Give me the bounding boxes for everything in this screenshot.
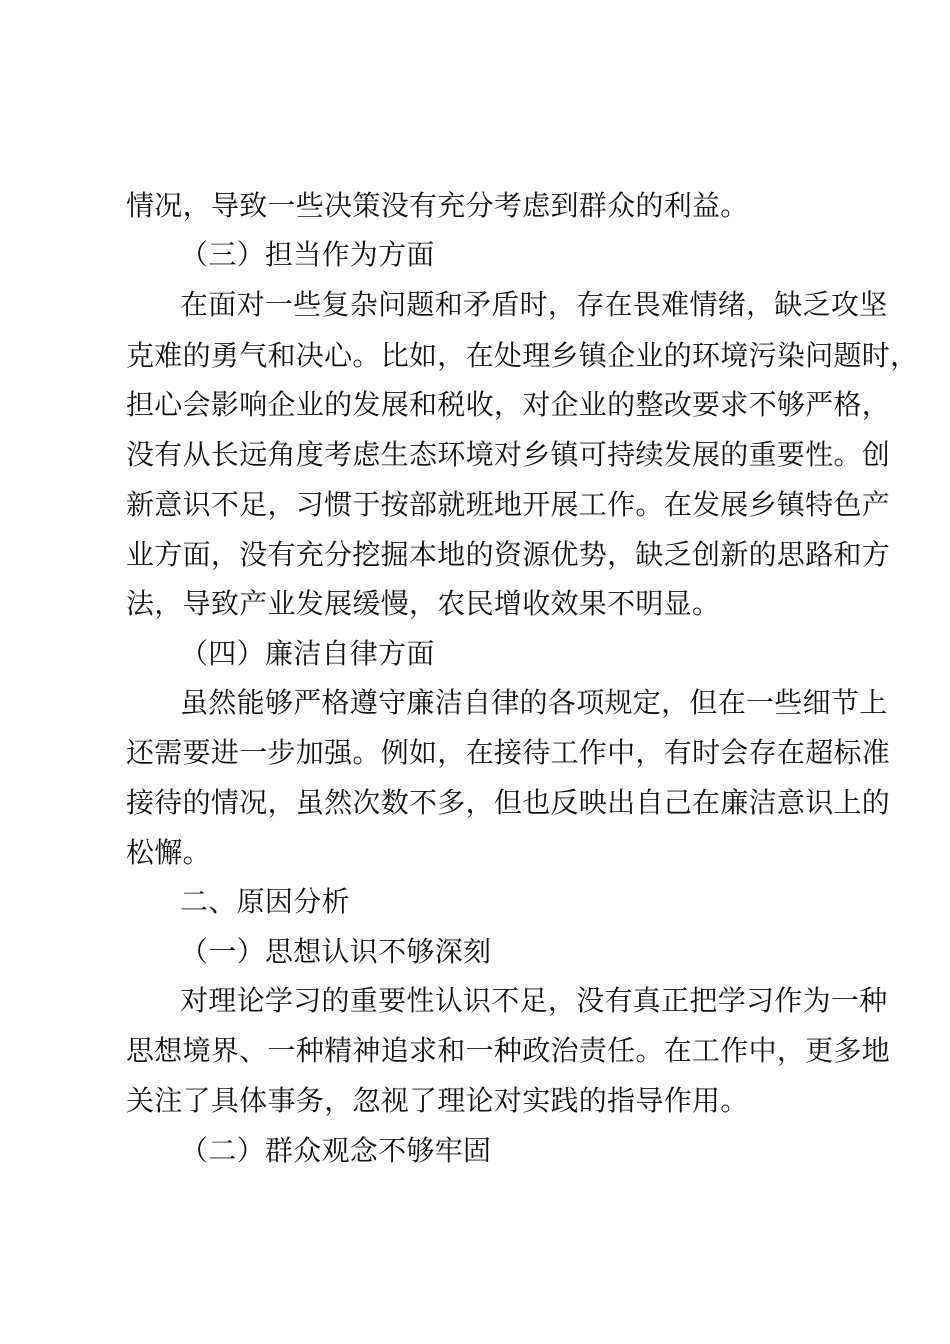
body-text-line: 克难的勇气和决心。比如，在处理乡镇企业的环境污染问题时， <box>126 339 919 372</box>
body-text-line: 思想境界、一种精神追求和一种政治责任。在工作中，更多地 <box>126 1034 891 1067</box>
body-text-line: 关注了具体事务，忽视了理论对实践的指导作用。 <box>126 1084 749 1117</box>
section-heading: （三）担当作为方面 <box>180 238 435 271</box>
body-text-line: 业方面，没有充分挖掘本地的资源优势，缺乏创新的思路和方 <box>126 538 891 571</box>
body-text-line: 法，导致产业发展缓慢，农民增收效果不明显。 <box>126 587 721 620</box>
section-heading: （二）群众观念不够牢固 <box>180 1134 492 1167</box>
paragraph-first-line: 虽然能够严格遵守廉洁自律的各项规定，但在一些细节上 <box>180 686 888 719</box>
body-text-line: 还需要进一步加强。例如，在接待工作中，有时会存在超标准 <box>126 736 891 769</box>
section-heading: （四）廉洁自律方面 <box>180 637 435 670</box>
body-text-line: 新意识不足，习惯于按部就班地开展工作。在发展乡镇特色产 <box>126 488 891 521</box>
body-text-line: 担心会影响企业的发展和税收，对企业的整改要求不够严格， <box>126 388 891 421</box>
body-text-line: 情况，导致一些决策没有充分考虑到群众的利益。 <box>126 189 749 222</box>
paragraph-first-line: 在面对一些复杂问题和矛盾时，存在畏难情绪，缺乏攻坚 <box>180 288 888 321</box>
paragraph-first-line: 对理论学习的重要性认识不足，没有真正把学习作为一种 <box>180 984 888 1017</box>
section-heading: （一）思想认识不够深刻 <box>180 935 492 968</box>
body-text-line: 松懈。 <box>126 836 211 869</box>
chapter-heading: 二、原因分析 <box>180 885 350 918</box>
body-text-line: 没有从长远角度考虑生态环境对乡镇可持续发展的重要性。创 <box>126 438 891 471</box>
body-text-line: 接待的情况，虽然次数不多，但也反映出自己在廉洁意识上的 <box>126 786 891 819</box>
